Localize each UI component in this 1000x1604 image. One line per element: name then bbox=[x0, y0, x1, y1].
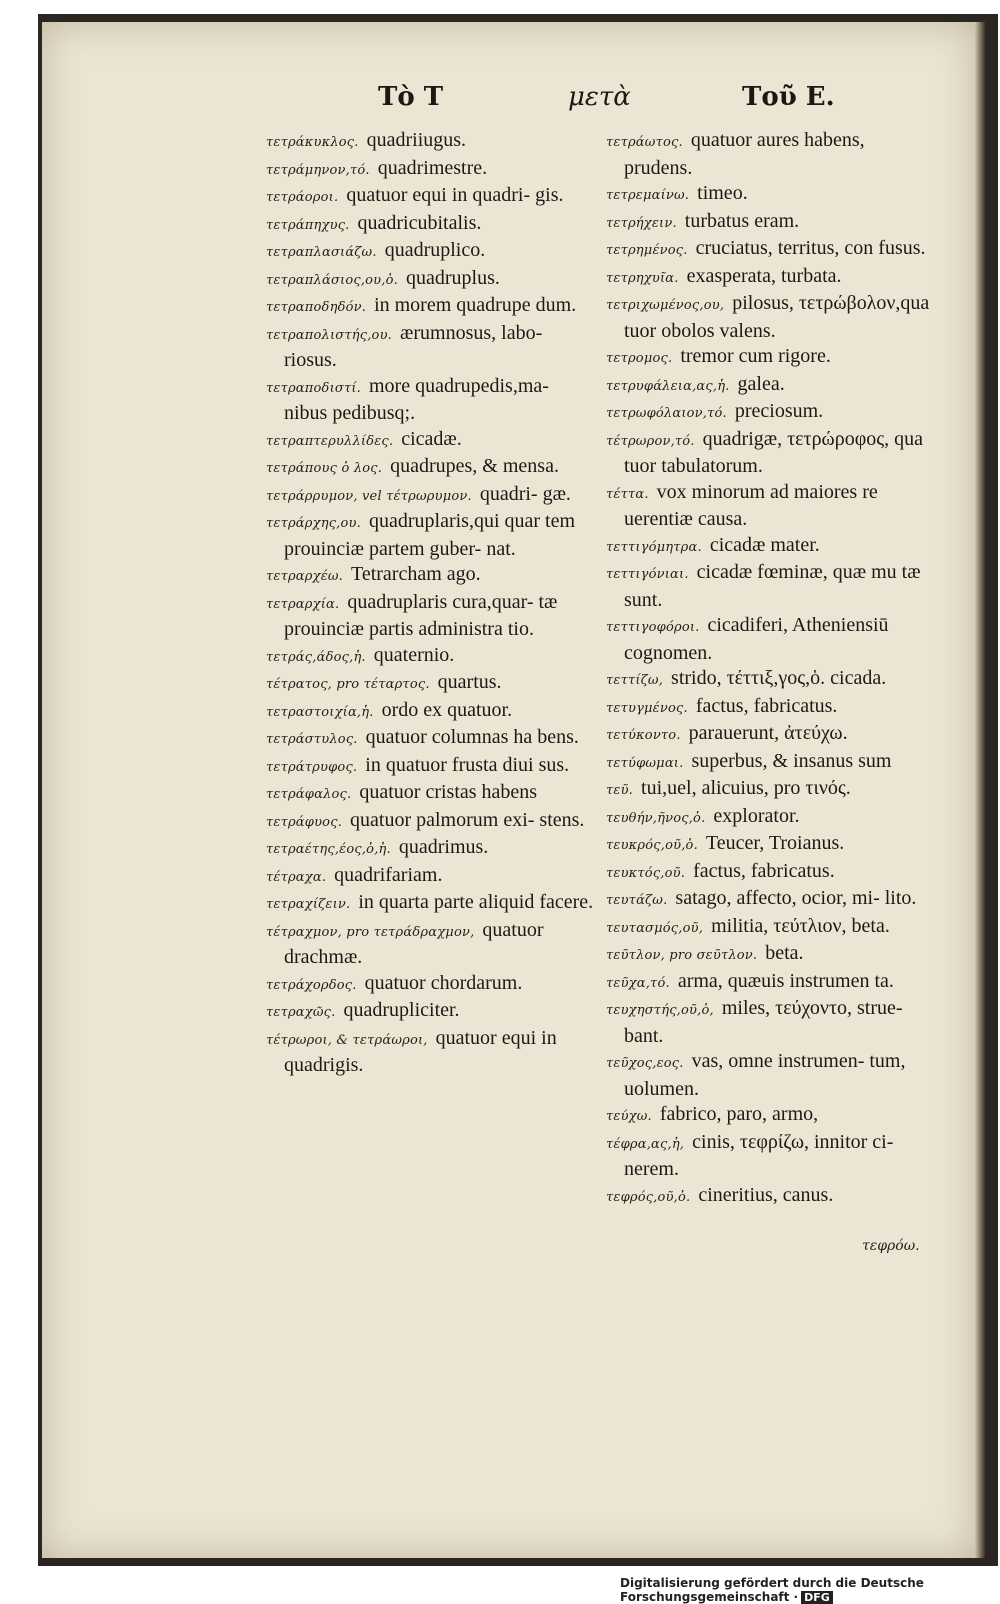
entry-headword: τετράπους ὁ λος. bbox=[266, 461, 383, 476]
dictionary-entry bbox=[266, 1026, 594, 1079]
dictionary-entry bbox=[266, 238, 594, 266]
entry-headword: τετρημένος. bbox=[606, 243, 688, 258]
entry-definition: fabrico, paro, armo, bbox=[659, 1103, 819, 1125]
dictionary-entry bbox=[266, 128, 594, 156]
entry-headword: τετραπτερυλλίδες. bbox=[266, 433, 394, 449]
dictionary-entry bbox=[606, 831, 936, 859]
entry-headword: τετρωφόλαιον,τό. bbox=[606, 406, 727, 421]
entry-definition: factus, fabricatus. bbox=[695, 694, 838, 717]
entry-headword: τέτραχα. bbox=[266, 869, 327, 885]
left-column bbox=[266, 128, 594, 1079]
entry-headword: τετράστυλος. bbox=[266, 732, 358, 747]
entry-definition: quatuor palmorum exi- stens. bbox=[350, 808, 585, 831]
entry-headword: τεττίζω, bbox=[606, 673, 664, 688]
entry-headword: τετράς,άδος,ἡ. bbox=[266, 649, 366, 665]
dictionary-entry bbox=[266, 211, 594, 239]
dictionary-entry bbox=[266, 725, 594, 753]
dictionary-entry bbox=[606, 804, 936, 832]
entry-definition: Teucer, Troianus. bbox=[705, 832, 845, 854]
dictionary-entry bbox=[606, 859, 936, 887]
entry-definition: quaternio. bbox=[373, 643, 455, 666]
entry-definition: exasperata, turbata. bbox=[686, 264, 842, 287]
entry-headword: τετύφωμαι. bbox=[606, 755, 684, 771]
dictionary-entry bbox=[266, 321, 594, 374]
entry-definition: cicadæ mater. bbox=[709, 533, 820, 556]
dictionary-entry bbox=[266, 643, 594, 671]
entry-definition: superbus, & insanus sum bbox=[691, 749, 892, 772]
dictionary-entry bbox=[266, 863, 594, 891]
dictionary-entry bbox=[606, 291, 936, 344]
entry-headword: τετρήχειν. bbox=[606, 215, 677, 231]
dictionary-entry bbox=[266, 374, 594, 427]
dictionary-entry bbox=[606, 264, 936, 292]
dictionary-entry bbox=[266, 808, 594, 836]
entry-definition: quadrupliciter. bbox=[343, 999, 460, 1021]
entry-definition: vas, omne instrumen- tum, uolumen. bbox=[624, 1050, 906, 1100]
entry-definition: quartus. bbox=[437, 671, 502, 693]
dictionary-entry bbox=[606, 996, 936, 1049]
entry-headword: τετραχῶς. bbox=[266, 1005, 336, 1020]
entry-definition: cinis, τεφρίζω, innitor ci- nerem. bbox=[624, 1130, 894, 1180]
entry-headword: τετραπλάσιος,ου,ὁ. bbox=[266, 272, 398, 288]
dictionary-entry bbox=[606, 1049, 936, 1102]
entry-definition: quadri- gæ. bbox=[479, 482, 571, 505]
entry-headword: τέτρωροι, & τετράωροι, bbox=[266, 1032, 428, 1048]
entry-definition: in quarta parte aliquid facere. bbox=[358, 891, 594, 913]
entry-definition: turbatus eram. bbox=[684, 209, 800, 232]
entry-definition: quadricubitalis. bbox=[357, 211, 482, 234]
dictionary-entry bbox=[606, 209, 936, 237]
entry-headword: τετραπολιστής,ου. bbox=[266, 327, 393, 343]
entry-headword: τευχηστής,οῦ,ὁ, bbox=[606, 1003, 714, 1018]
entry-definition: quatuor drachmæ. bbox=[284, 918, 544, 968]
dictionary-entry bbox=[606, 613, 936, 666]
dictionary-entry bbox=[266, 590, 594, 643]
dictionary-entry bbox=[606, 749, 936, 777]
entry-definition: tremor cum rigore. bbox=[680, 345, 831, 367]
dictionary-entry bbox=[606, 694, 936, 722]
dictionary-entry bbox=[266, 835, 594, 863]
entry-headword: τετράπηχυς. bbox=[266, 217, 350, 233]
dictionary-entry bbox=[266, 971, 594, 999]
entry-definition: ærumnosus, labo- riosus. bbox=[284, 321, 543, 371]
dictionary-entry bbox=[606, 1102, 936, 1130]
entry-headword: τετράχορδος. bbox=[266, 977, 357, 993]
entry-definition: quadruplico. bbox=[384, 239, 486, 261]
entry-headword: τετρηχυῖα. bbox=[606, 270, 679, 286]
entry-definition: quadrupes, & mensa. bbox=[390, 455, 559, 477]
running-head-right: Τοῦ Ε. bbox=[742, 82, 835, 112]
dictionary-entry bbox=[266, 266, 594, 294]
dictionary-entry bbox=[606, 1130, 936, 1183]
entry-headword: τετραποδηδόν. bbox=[266, 300, 367, 315]
footer-text: Digitalisierung gefördert durch die Deutsche Forschungsgemeinschaft · bbox=[620, 1576, 924, 1604]
entry-headword: τέτρατος, pro τέταρτος. bbox=[266, 677, 430, 692]
dictionary-entry bbox=[266, 427, 594, 455]
entry-definition: militia, τεύτλιον, beta. bbox=[711, 914, 890, 937]
entry-headword: τεῦτλον, pro σεῦτλον. bbox=[606, 948, 758, 963]
entry-headword: τέφρα,ας,ἡ, bbox=[606, 1136, 685, 1152]
entry-definition: cicadæ. bbox=[401, 427, 462, 450]
entry-headword: τεφρός,οῦ,ὁ. bbox=[606, 1189, 691, 1205]
entry-definition: parauerunt, ἀτεύχω. bbox=[688, 722, 848, 744]
dictionary-entry bbox=[266, 562, 594, 590]
entry-headword: τετραπλασιάζω. bbox=[266, 245, 377, 260]
entry-definition: in quatuor frusta diui sus. bbox=[365, 753, 570, 776]
entry-definition: quadruplaris,qui quar tem prouinciæ partem guber- nat. bbox=[284, 510, 576, 560]
entry-headword: τετρεμαίνω. bbox=[606, 188, 690, 203]
dictionary-entry bbox=[606, 372, 936, 400]
entry-headword: τετραχίζειν. bbox=[266, 897, 351, 912]
entry-headword: τετυγμένος. bbox=[606, 700, 688, 716]
entry-headword: τεττιγόμητρα. bbox=[606, 539, 702, 555]
dictionary-entry bbox=[606, 399, 936, 427]
entry-definition: cruciatus, territus, con fusus. bbox=[695, 237, 926, 259]
entry-headword: τετράτρυφος. bbox=[266, 759, 358, 775]
entry-headword: τευτάζω. bbox=[606, 893, 668, 908]
entry-definition: timeo. bbox=[697, 182, 748, 204]
dictionary-entry bbox=[266, 183, 594, 211]
entry-definition: quadruplaris cura,quar- tæ prouinciæ partis administra tio. bbox=[284, 590, 558, 640]
dictionary-entry bbox=[266, 698, 594, 726]
dictionary-entry bbox=[266, 890, 594, 918]
dictionary-entry bbox=[606, 914, 936, 942]
entry-headword: τετραρχέω. bbox=[266, 569, 344, 584]
entry-definition: quatuor equi in quadri- gis. bbox=[346, 184, 564, 206]
entry-headword: τετριχωμένος,ου, bbox=[606, 298, 725, 313]
dictionary-entry bbox=[606, 666, 936, 694]
entry-definition: ordo ex quatuor. bbox=[381, 698, 513, 721]
entry-headword: τέτραχμον, pro τετράδραχμον, bbox=[266, 924, 475, 940]
entry-headword: τευτασμός,οῦ, bbox=[606, 920, 704, 936]
entry-headword: τετράκυκλος. bbox=[266, 135, 359, 150]
entry-definition: strido, τέττιξ,γος,ὁ. cicada. bbox=[671, 667, 887, 689]
dictionary-entry bbox=[606, 776, 936, 804]
entry-headword: τετραέτης,έος,ὁ,ἡ. bbox=[266, 842, 391, 857]
entry-definition: quatuor aures habens, prudens. bbox=[624, 129, 865, 179]
entry-definition: quadrimus. bbox=[398, 836, 489, 858]
entry-headword: τευκρός,οῦ,ὁ. bbox=[606, 838, 698, 853]
entry-definition: more quadrupedis,ma- nibus pedibusq;. bbox=[284, 374, 549, 424]
catchword: τεφρόω. bbox=[862, 1238, 920, 1254]
dictionary-entry bbox=[606, 181, 936, 209]
entry-headword: τεύχω. bbox=[606, 1109, 652, 1124]
entry-definition: quadrifariam. bbox=[334, 863, 443, 886]
entry-definition: quadrigæ, τετρώροφος, qua tuor tabulatorum. bbox=[624, 427, 924, 477]
entry-definition: quatuor columnas ha bens. bbox=[365, 726, 579, 748]
entry-headword: τετράφυος. bbox=[266, 814, 343, 830]
entry-definition: quadriiugus. bbox=[366, 129, 467, 151]
entry-headword: τεττιγόνιαι. bbox=[606, 567, 689, 582]
entry-headword: τευθήν,ῆνος,ὁ. bbox=[606, 810, 706, 826]
entry-definition: quadruplus. bbox=[405, 266, 500, 289]
entry-headword: τετράωτος. bbox=[606, 135, 683, 150]
dictionary-entry bbox=[266, 670, 594, 698]
entry-definition: explorator. bbox=[713, 804, 800, 827]
page-gutter bbox=[975, 22, 985, 1558]
entry-definition: cicadæ fœminæ, quæ mu tæ sunt. bbox=[624, 561, 921, 611]
entry-headword: τετράρχης,ου. bbox=[266, 516, 361, 531]
dictionary-entry bbox=[606, 128, 936, 181]
entry-definition: factus, fabricatus. bbox=[693, 859, 835, 882]
entry-headword: τεῦ. bbox=[606, 783, 634, 798]
entry-headword: τέττα. bbox=[606, 486, 649, 502]
entry-headword: τετραστοιχία,ἡ. bbox=[266, 704, 374, 720]
dictionary-entry bbox=[606, 533, 936, 561]
entry-headword: τετράμηνον,τό. bbox=[266, 162, 370, 178]
dictionary-entry bbox=[606, 344, 936, 372]
dictionary-entry bbox=[606, 427, 936, 480]
dictionary-entry bbox=[266, 780, 594, 808]
entry-definition: tui,uel, alicuius, pro τινός. bbox=[641, 777, 851, 799]
dictionary-entry bbox=[266, 454, 594, 482]
dictionary-entry bbox=[266, 998, 594, 1026]
running-head-left: Τὸ Τ bbox=[378, 82, 444, 112]
entry-definition: pilosus, τετρώβολον,qua tuor obolos valens. bbox=[624, 292, 930, 342]
entry-headword: τέτρωρον,τό. bbox=[606, 433, 695, 449]
entry-definition: Tetrarcham ago. bbox=[351, 563, 481, 585]
entry-definition: quatuor chordarum. bbox=[364, 971, 523, 994]
dfg-logo: DFG bbox=[801, 1591, 833, 1604]
entry-headword: τεῦχα,τό. bbox=[606, 975, 670, 991]
entry-headword: τετράρρυμον, vel τέτρωρυμον. bbox=[266, 488, 472, 504]
entry-headword: τετράοροι. bbox=[266, 190, 339, 205]
entry-definition: preciosum. bbox=[734, 400, 824, 422]
dictionary-entry bbox=[266, 509, 594, 562]
entry-definition: vox minorum ad maiores re uerentiæ causa. bbox=[624, 480, 878, 530]
entry-headword: τετραποδιστί. bbox=[266, 380, 361, 396]
right-column bbox=[606, 128, 936, 1210]
dictionary-entry bbox=[606, 969, 936, 997]
entry-definition: quadrimestre. bbox=[377, 156, 488, 179]
entry-definition: galea. bbox=[737, 372, 785, 395]
entry-headword: τεττιγοφόροι. bbox=[606, 620, 700, 635]
entry-headword: τετύκοντο. bbox=[606, 728, 681, 743]
dictionary-entry bbox=[266, 753, 594, 781]
entry-headword: τετράφαλος. bbox=[266, 787, 352, 802]
entry-definition: in morem quadrupe dum. bbox=[374, 294, 577, 316]
dictionary-entry bbox=[606, 886, 936, 914]
entry-headword: τετραρχία. bbox=[266, 596, 340, 612]
entry-definition: quatuor cristas habens bbox=[359, 781, 538, 803]
running-head-center: μετὰ bbox=[568, 82, 631, 112]
dictionary-entry bbox=[606, 941, 936, 969]
entry-headword: τεῦχος,εος. bbox=[606, 1056, 684, 1071]
dictionary-entry bbox=[266, 918, 594, 971]
dictionary-entry bbox=[606, 721, 936, 749]
dictionary-entry bbox=[606, 560, 936, 613]
entry-definition: cicadiferi, Atheniensiū cognomen. bbox=[624, 614, 889, 664]
entry-definition: quatuor equi in quadrigis. bbox=[284, 1026, 557, 1076]
dictionary-entry bbox=[266, 482, 594, 510]
dictionary-entry bbox=[606, 480, 936, 533]
entry-definition: beta. bbox=[765, 942, 804, 964]
dictionary-entry bbox=[606, 1183, 936, 1211]
entry-headword: τετρομος. bbox=[606, 351, 673, 366]
entry-definition: miles, τεύχοντο, strue- bant. bbox=[624, 997, 903, 1047]
dictionary-entry bbox=[266, 293, 594, 321]
entry-definition: arma, quæuis instrumen ta. bbox=[677, 969, 894, 992]
entry-definition: satago, affecto, ocior, mi- lito. bbox=[675, 887, 917, 909]
dictionary-entry bbox=[606, 236, 936, 264]
entry-headword: τευκτός,οῦ. bbox=[606, 865, 686, 881]
dictionary-entry bbox=[266, 156, 594, 184]
entry-definition: cineritius, canus. bbox=[698, 1183, 834, 1206]
footer bbox=[620, 1576, 1000, 1604]
entry-headword: τετρυφάλεια,ας,ἡ. bbox=[606, 378, 730, 394]
